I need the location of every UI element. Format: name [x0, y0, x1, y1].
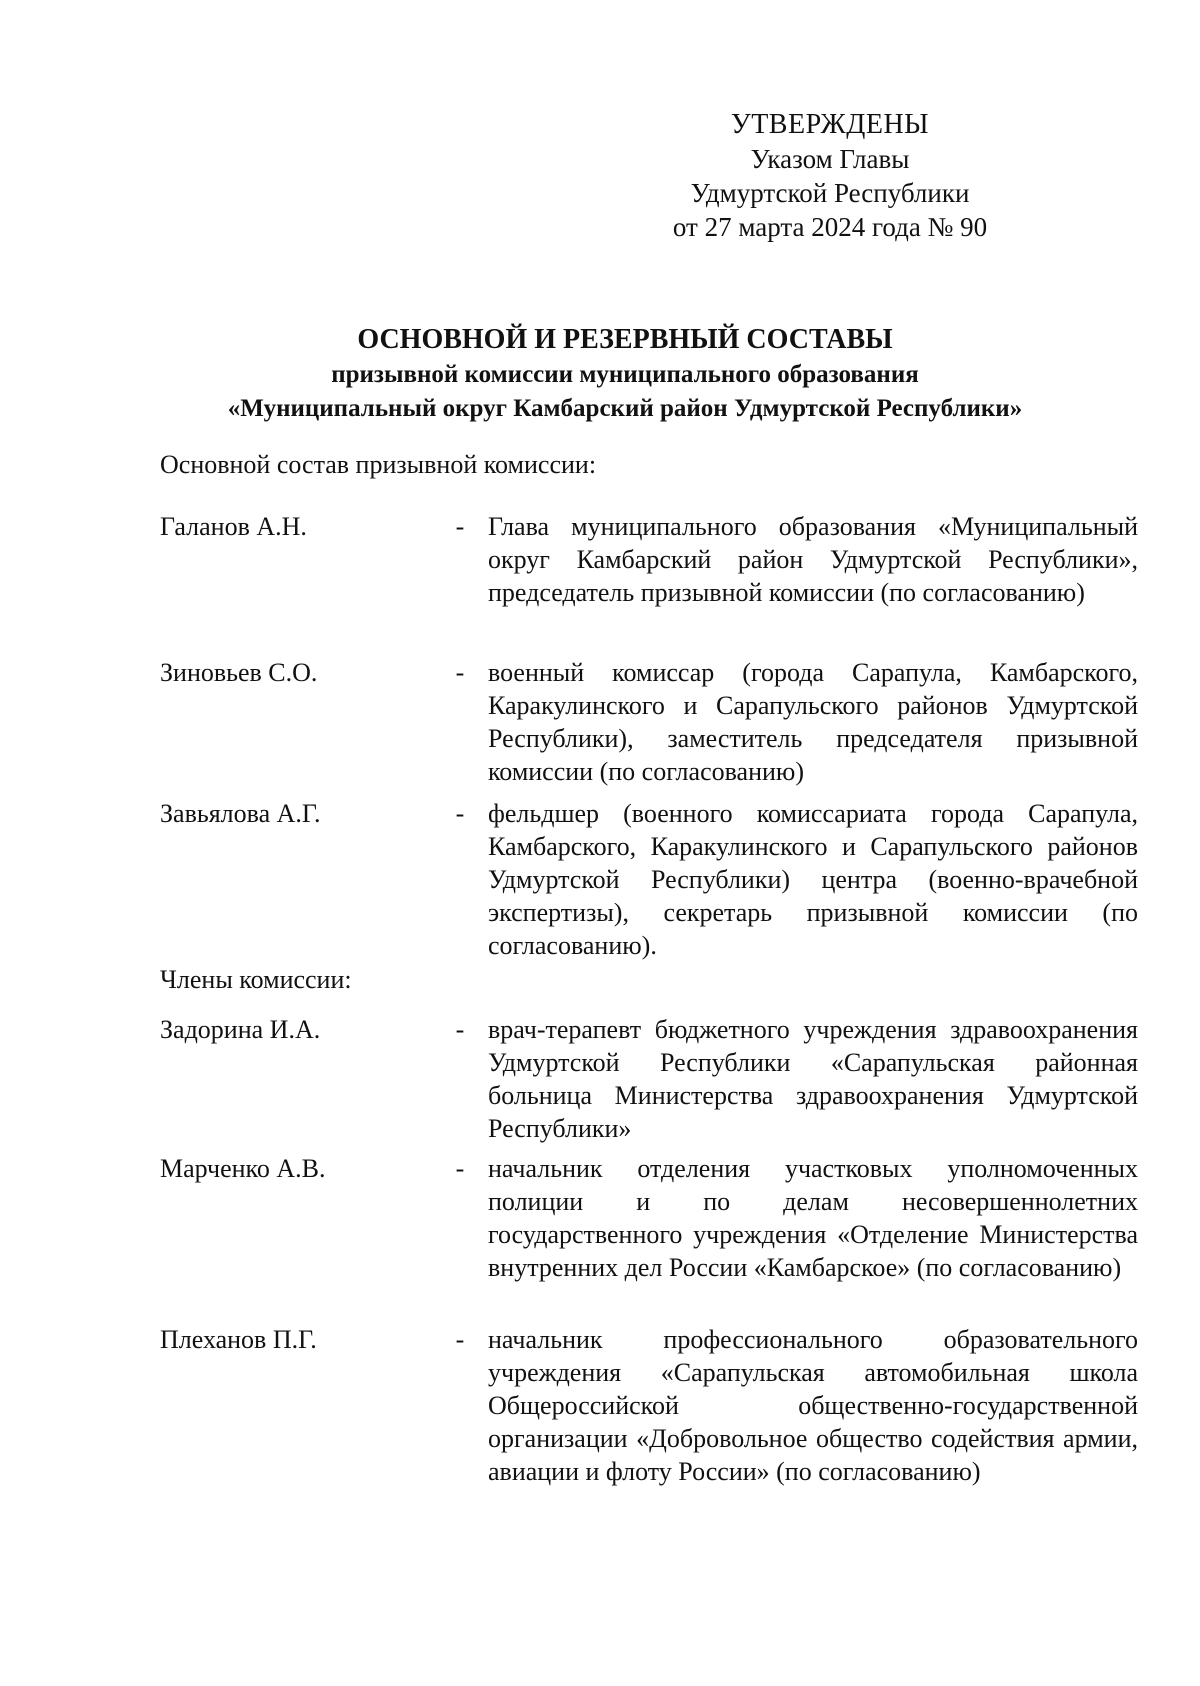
main-section-label: Основной состав призывной комиссии:	[160, 450, 597, 479]
member-description: начальник профессионального образовательного учреждения «Сарапульская автомобильная школа Общероссийской общественно-государственной организации «Добровольное общество содействия армии, авиации и флоту России» (по согласованию)	[488, 1325, 1138, 1486]
member-description: Глава муниципального образования «Муниципальный округ Камбарский район Удмуртской Республики», председатель призывной комиссии (по согласованию)	[488, 512, 1138, 607]
member-description: начальник отделения участковых уполномоченных полиции и по делам несовершеннолетних государственного учреждения «Отделение Министерства внутренних дел России «Камбарское» (по согласованию)	[488, 1154, 1138, 1282]
approval-republic: Удмуртской Республики	[690, 178, 970, 208]
approval-issuer: Указом Главы	[750, 144, 910, 174]
member-name: Марченко А.В.	[160, 1154, 326, 1183]
separator-dash: -	[455, 1015, 465, 1044]
member-name: Плеханов П.Г.	[160, 1325, 317, 1354]
member-name: Галанов А.Н.	[160, 512, 307, 541]
member-name: Задорина И.А.	[160, 1015, 321, 1044]
members-label: Члены комиссии:	[160, 965, 352, 994]
member-description: врач-терапевт бюджетного учреждения здравоохранения Удмуртской Республики «Сарапульская районная больница Министерства здравоохранения Удмуртской Республики»	[488, 1015, 1138, 1143]
separator-dash: -	[455, 512, 465, 541]
member-description: фельдшер (военного комиссариата города Сарапула, Камбарского, Каракулинского и Сарапульского районов Удмуртской Республики) центра (военно-врачебной экспертизы), секретарь призывной комиссии (по согласованию).	[488, 799, 1138, 960]
member-description: военный комиссар (города Сарапула, Камбарского, Каракулинского и Сарапульского районов Удмуртской Республики), заместитель председателя призывной комиссии (по согласованию)	[488, 658, 1138, 786]
approval-date: от 27 марта 2024 года № 90	[672, 212, 988, 242]
document-title	[130, 322, 1120, 426]
approval-stamp	[660, 108, 1000, 244]
separator-dash: -	[455, 658, 465, 687]
title-line-1: ОСНОВНОЙ И РЕЗЕРВНЫЙ СОСТАВЫ	[357, 324, 893, 355]
approval-heading: УТВЕРЖДЕНЫ	[730, 109, 930, 140]
title-line-3: «Муниципальный округ Камбарский район Удмуртской Республики»	[227, 395, 1023, 422]
member-name: Зиновьев С.О.	[160, 658, 318, 687]
member-name: Завьялова А.Г.	[160, 799, 321, 828]
separator-dash: -	[455, 799, 465, 828]
title-line-2: призывной комиссии муниципального образования	[331, 361, 919, 388]
separator-dash: -	[455, 1325, 465, 1354]
separator-dash: -	[455, 1154, 465, 1183]
